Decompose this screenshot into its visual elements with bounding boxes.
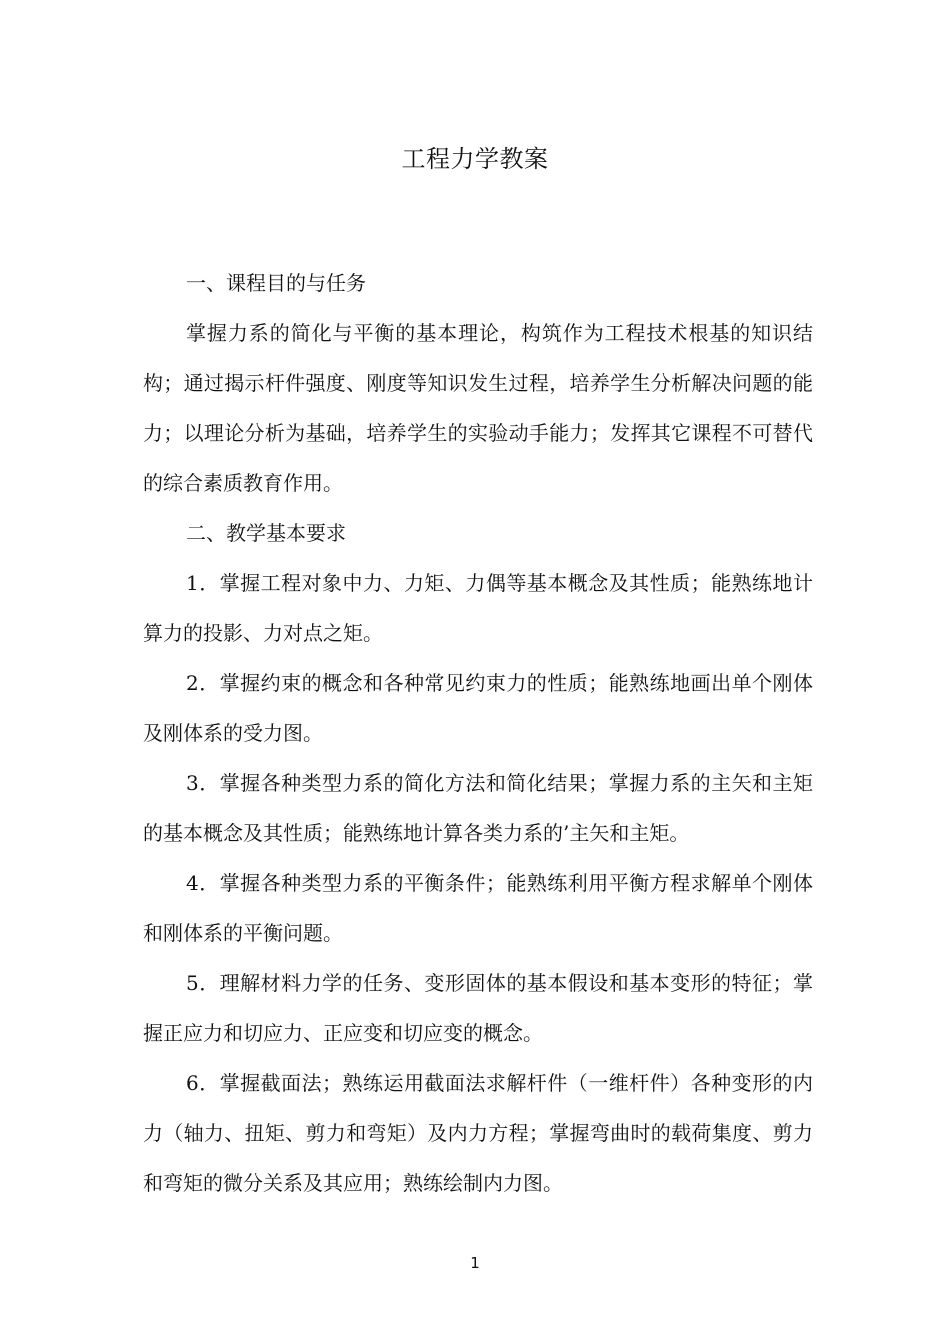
requirement-item-5: 5．理解材料力学的任务、变形固体的基本假设和基本变形的特征；掌握正应力和切应力、正应变和切应变的概念。 [143, 971, 813, 1045]
document-title: 工程力学教案 [401, 145, 549, 173]
page-number: 1 [470, 1254, 480, 1272]
document-body [143, 258, 813, 1208]
requirement-item-1: 1．掌握工程对象中力、力矩、力偶等基本概念及其性质；能熟练地计算力的投影、力对点之矩。 [143, 571, 813, 645]
paragraph-course-purpose: 掌握力系的简化与平衡的基本理论，构筑作为工程技术根基的知识结构；通过揭示杆件强度、刚度等知识发生过程，培养学生分析解决问题的能力；以理论分析为基础，培养学生的实验动手能力；发挥其它课程不可替代的综合素质教育作用。 [143, 321, 813, 495]
section-heading-teaching-requirements: 二、教学基本要求 [186, 521, 346, 545]
requirement-item-4: 4．掌握各种类型力系的平衡条件；能熟练利用平衡方程求解单个刚体和刚体系的平衡问题。 [143, 871, 813, 945]
requirement-item-2: 2．掌握约束的概念和各种常见约束力的性质；能熟练地画出单个刚体及刚体系的受力图。 [143, 671, 813, 745]
section-heading-course-purpose: 一、课程目的与任务 [186, 271, 366, 295]
requirement-item-6: 6．掌握截面法；熟练运用截面法求解杆件（一维杆件）各种变形的内力（轴力、扭矩、剪力和弯矩）及内力方程；掌握弯曲时的载荷集度、剪力和弯矩的微分关系及其应用；熟练绘制内力图。 [143, 1071, 813, 1195]
requirement-item-3: 3．掌握各种类型力系的简化方法和简化结果；掌握力系的主矢和主矩的基本概念及其性质；能熟练地计算各类力系的’主矢和主矩。 [143, 771, 813, 845]
